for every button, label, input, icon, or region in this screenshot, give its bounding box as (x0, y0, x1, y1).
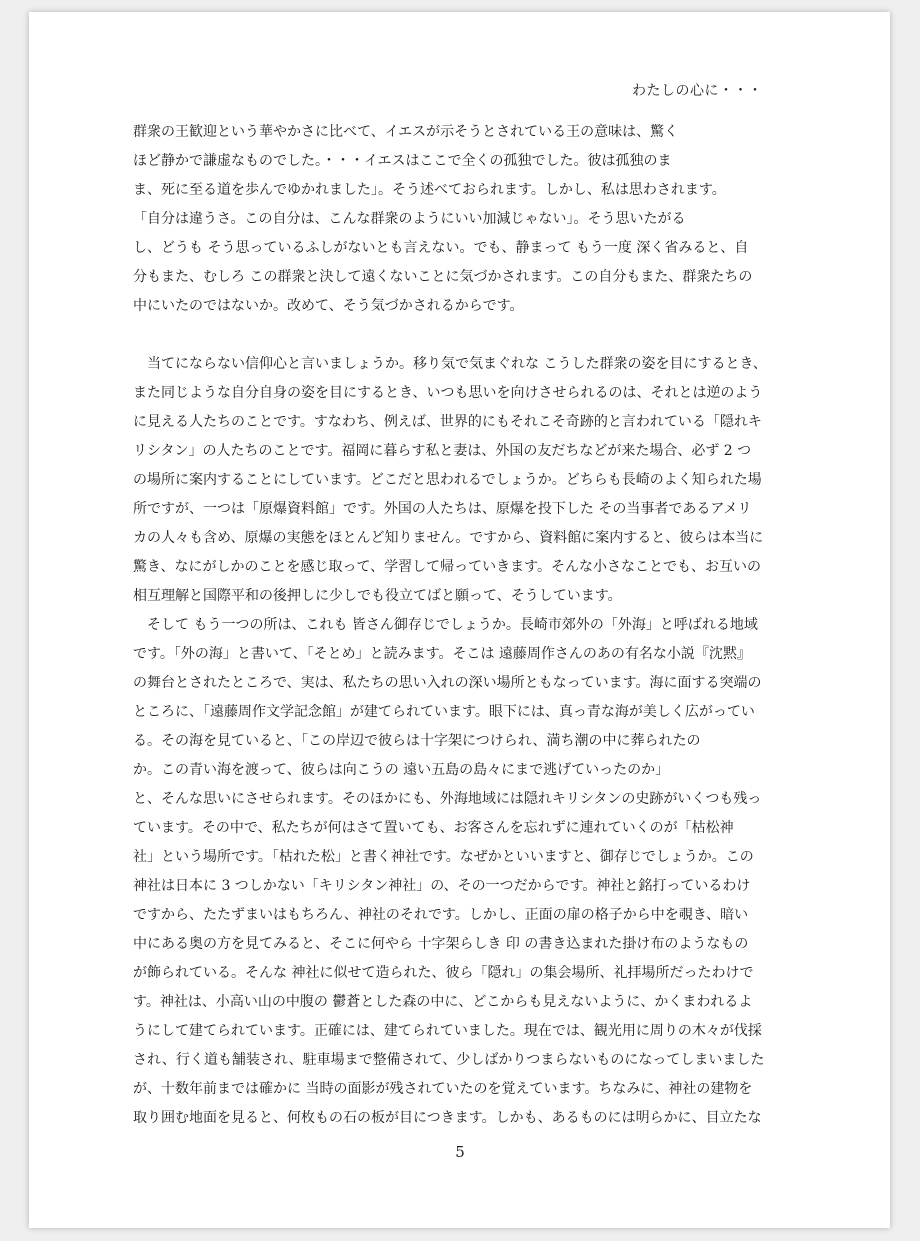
text-line: リシタン」の人たちのことです。福岡に暮らす私と妻は、外国の友だちなどが来た場合、必ず 2 つ (133, 443, 752, 459)
text-line: 「自分は違うさ。この自分は、こんな群衆のようにいい加減じゃない」。そう思いたがる (133, 211, 686, 227)
text-line: が飾られている。そんな 神社に似せて造られた、彼ら「隠れ」の集会場所、礼拝場所だったわけで (133, 965, 754, 981)
text-line: と、そんな思いにさせられます。そのほかにも、外海地域には隠れキリシタンの史跡がいくつも残っ (133, 791, 762, 807)
text-line: 驚き、なにがしかのことを感じ取って、学習して帰っていきます。そんな小さなことでも、お互いの (133, 559, 762, 575)
text-line: し、どうも そう思っているふしがないとも言えない。でも、静まって もう一度 深く省みると、自 (133, 240, 749, 256)
text-line: また同じような自分自身の姿を目にするとき、いつも思いを向けさせられるのは、それとは逆のよう (133, 385, 763, 401)
text-line: ほど静かで謙虚なものでした。・・・イエスはここで全くの孤独でした。彼は孤独のま (133, 153, 672, 169)
text-line: ま、死に至る道を歩んでゆかれました」。そう述べておられます。しかし、私は思わされます。 (133, 182, 726, 198)
text-line: る。その海を見ていると、「この岸辺で彼らは十字架につけられ、満ち潮の中に葬られたの (133, 733, 701, 749)
text-line: 中にある奥の方を見てみると、そこに何やら 十字架らしき 印 の書き込まれた掛け布のようなもの (133, 936, 749, 952)
text-line: 社」という場所です。「枯れた松」と書く神社です。なぜかといいますと、御存じでしょうか。この (133, 849, 754, 865)
text-line: す。神社は、小高い山の中腹の 鬱蒼とした森の中に、どこからも見えないように、かくまわれるよ (133, 994, 753, 1010)
text-line: ところに、「遠藤周作文学記念館」が建てられています。眼下には、真っ青な海が美しく広がってい (133, 704, 755, 720)
text-line: の舞台とされたところで、実は、私たちの思い入れの深い場所ともなっています。海に面する突端の (133, 675, 762, 691)
paragraph-2 (133, 350, 789, 611)
text-line: 神社は日本に 3 つしかない「キリシタン神社」の、その一つだからです。神社と銘打っているわけ (133, 878, 751, 894)
text-line: の場所に案内することにしています。どこだと思われるでしょうか。どちらも長崎のよく知られた場 (133, 472, 762, 488)
text-line: 分もまた、むしろ この群衆と決して遠くないことに気づかされます。この自分もまた、群衆たちの (133, 269, 753, 285)
text-line: 取り囲む地面を見ると、何枚もの石の板が目につきます。しかも、あるものには明らかに、目立たな (133, 1110, 762, 1126)
text-line: され、行く道も舗装され、駐車場まで整備されて、少しばかりつまらないものになってしまいました (133, 1052, 765, 1068)
text-line: 群衆の王歓迎という華やかさに比べて、イエスが示そうとされている王の意味は、驚く (133, 124, 679, 140)
paragraph-3 (133, 611, 789, 1133)
page-number: 5 (455, 1143, 465, 1161)
text-line: カの人々も含め、原爆の実態をほとんど知りません。ですから、資料館に案内すると、彼らは本当に (133, 530, 764, 546)
text-line: 当てにならない信仰心と言いましょうか。移り気で気まぐれな こうした群衆の姿を目にするとき、 (133, 356, 767, 372)
text-line: ています。その中で、私たちが何はさて置いても、お客さんを忘れずに連れていくのが「枯松神 (133, 820, 734, 836)
text-line: が、十数年前までは確かに 当時の面影が残されていたのを覚えています。ちなみに、神社の建物を (133, 1081, 753, 1097)
text-line: そして もう一つの所は、これも 皆さん御存じでしょうか。長崎市郊外の「外海」と呼ばれる地域 (133, 617, 758, 633)
text-line: か。この青い海を渡って、彼らは向こうの 遠い五島の島々にまで逃げていったのか」 (133, 762, 670, 778)
text-line: に見える人たちのことです。すなわち、例えば、世界的にもそれこそ奇跡的と言われている「隠れキ (133, 414, 762, 430)
text-line: うにして建てられています。正確には、建てられていました。現在では、観光用に周りの木々が伐採 (133, 1023, 762, 1039)
text-line: 相互理解と国際平和の後押しに少しでも役立てばと願って、そうしています。 (133, 588, 622, 604)
paragraph-gap (133, 321, 789, 350)
text-line: 所ですが、一つは「原爆資料館」です。外国の人たちは、原爆を投下した その当事者であるアメリ (133, 501, 752, 517)
text-line: ですから、たたずまいはもちろん、神社のそれです。しかし、正面の扉の格子から中を覗き、暗い (133, 907, 749, 923)
running-header: わたしの心に・・・ (632, 83, 763, 99)
paragraph-1 (133, 118, 789, 321)
text-line: 中にいたのではないか。改めて、そう気づかされるからです。 (133, 298, 524, 314)
text-line: です。「外の海」と書いて、「そとめ」と読みます。そこは 遠藤周作さんのあの有名な小説『沈黙』 (133, 646, 751, 662)
body-text (133, 118, 789, 1133)
